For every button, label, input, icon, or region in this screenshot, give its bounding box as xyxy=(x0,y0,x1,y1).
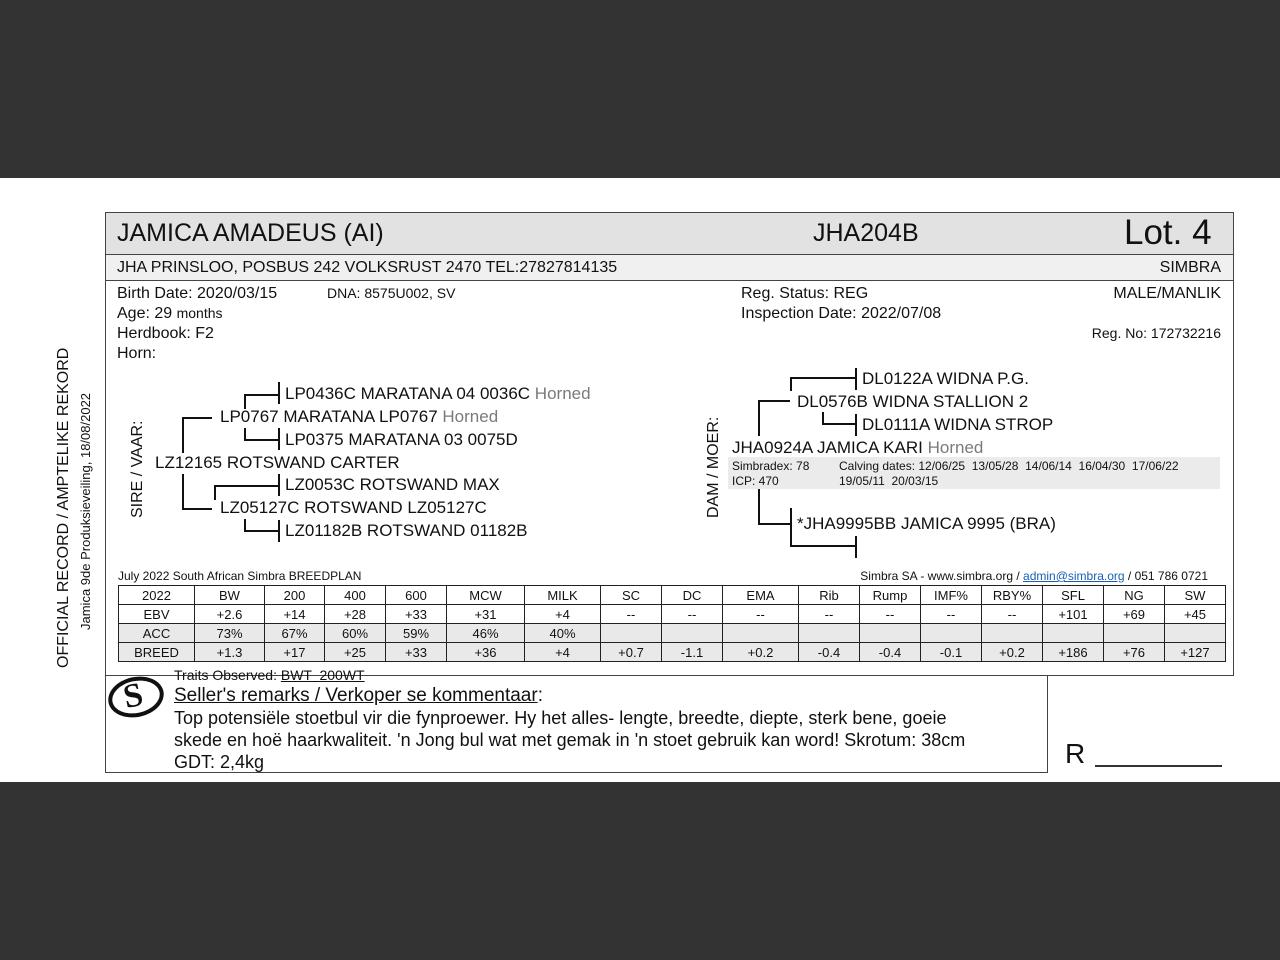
ebv-cell: -- xyxy=(982,605,1043,624)
sire-mother-dam: LZ01182B ROTSWAND 01182B xyxy=(285,521,528,540)
ebv-cell: -- xyxy=(601,605,662,624)
remarks-line-1: Top potensiële stoetbul vir die fynproewer. Hy het alles- lengte, breedte, diepte, sterk bene, goeie xyxy=(174,708,947,728)
traits-label: Traits Observed: xyxy=(174,667,277,683)
dam-name-text: JHA0924A JAMICA KARI xyxy=(732,438,923,457)
ebv-cell xyxy=(799,624,860,643)
owner-address: JHA PRINSLOO, POSBUS 242 VOLKSRUST 2470 TEL:27827814135 xyxy=(117,259,618,276)
lot-number: Lot. 4 xyxy=(1124,213,1212,252)
ebv-cell: 40% xyxy=(525,624,601,643)
ebv-cell: +17 xyxy=(265,643,325,662)
contact-site: Simbra SA - www.simbra.org / xyxy=(860,569,1024,583)
dam-calving-dates-cont: 19/05/11 20/03/15 xyxy=(839,474,939,488)
ebv-header-cell: 400 xyxy=(325,586,386,605)
price-frame xyxy=(1046,675,1234,678)
inspection-date: Inspection Date: 2022/07/08 xyxy=(741,305,942,322)
ebv-cell: -0.1 xyxy=(921,643,982,662)
dam-status: Horned xyxy=(927,438,984,457)
ebv-cell: 73% xyxy=(195,624,265,643)
contact-email-link[interactable]: admin@simbra.org xyxy=(1023,569,1125,583)
breedplan-title: July 2022 South African Simbra BREEDPLAN xyxy=(118,569,362,583)
ebv-cell xyxy=(723,624,799,643)
ebv-cell: +127 xyxy=(1165,643,1226,662)
dam-icp: ICP: 470 xyxy=(732,474,779,488)
remarks-heading-text: Seller's remarks / Verkoper se kommentaar xyxy=(174,685,538,706)
ebv-cell: EBV xyxy=(119,605,195,624)
ebv-header-cell: MILK xyxy=(525,586,601,605)
ebv-header-cell: 200 xyxy=(265,586,325,605)
ebv-cell: BREED xyxy=(119,643,195,662)
sire-father-sire-name: LP0436C MARATANA 04 0036C xyxy=(285,384,531,403)
ebv-table xyxy=(118,585,1226,662)
ebv-cell: +0.7 xyxy=(601,643,662,662)
dam-calving-dates: Calving dates: 12/06/25 13/05/28 14/06/14 16/04/30 17/06/22 xyxy=(839,459,1179,473)
ebv-header-cell: MCW xyxy=(447,586,525,605)
ebv-cell: 46% xyxy=(447,624,525,643)
remarks-heading xyxy=(174,685,543,707)
dam-name xyxy=(732,438,983,458)
ebv-cell xyxy=(1104,624,1165,643)
price-label: R xyxy=(1065,738,1086,769)
ebv-cell: -0.4 xyxy=(799,643,860,662)
ebv-cell: -1.1 xyxy=(662,643,723,662)
ebv-header-cell: Rib xyxy=(799,586,860,605)
ebv-cell xyxy=(921,624,982,643)
ebv-cell xyxy=(601,624,662,643)
ebv-header-cell: Rump xyxy=(860,586,921,605)
ebv-cell: +4 xyxy=(525,643,601,662)
animal-name: JAMICA AMADEUS (AI) xyxy=(117,219,384,247)
horn: Horn: xyxy=(117,345,157,362)
lot-card xyxy=(0,178,1280,782)
remarks-heading-colon: : xyxy=(537,685,543,706)
sex: MALE/MANLIK xyxy=(1113,285,1221,302)
ebv-cell xyxy=(1043,624,1104,643)
official-record-label: OFFICIAL RECORD / AMPTELIKE REKORD xyxy=(55,347,72,668)
ebv-header-cell: IMF% xyxy=(921,586,982,605)
dam-father-sire: DL0122A WIDNA P.G. xyxy=(862,369,1029,388)
age-value: Age: 29 xyxy=(117,305,173,322)
ebv-header-cell: 600 xyxy=(386,586,447,605)
ebv-header-cell: NG xyxy=(1104,586,1165,605)
sire-mother-sire: LZ0053C ROTSWAND MAX xyxy=(285,475,500,494)
ebv-cell: -0.4 xyxy=(860,643,921,662)
dna: DNA: 8575U002, SV xyxy=(327,285,456,301)
sire-father-name: LP0767 MARATANA LP0767 xyxy=(220,407,438,426)
breed-name: SIMBRA xyxy=(1159,259,1221,276)
sire-name: LZ12165 ROTSWAND CARTER xyxy=(155,453,400,472)
ebv-cell: +25 xyxy=(325,643,386,662)
ebv-cell: +186 xyxy=(1043,643,1104,662)
sire-label: SIRE / VAAR: xyxy=(129,420,146,518)
sire-father-dam: LP0375 MARATANA 03 0075D xyxy=(285,430,518,449)
ebv-cell: +31 xyxy=(447,605,525,624)
ebv-header-cell: SFL xyxy=(1043,586,1104,605)
ebv-cell: +0.2 xyxy=(982,643,1043,662)
simbra-logo-letter: S xyxy=(120,675,147,717)
dam-father: DL0576B WIDNA STALLION 2 xyxy=(797,392,1029,411)
ebv-cell: +28 xyxy=(325,605,386,624)
ebv-cell: +76 xyxy=(1104,643,1165,662)
ebv-row-breed xyxy=(119,643,1226,662)
ebv-header-cell: EMA xyxy=(723,586,799,605)
ebv-cell: ACC xyxy=(119,624,195,643)
sire-father-status: Horned xyxy=(442,407,499,426)
sire-father-sire-status: Horned xyxy=(534,384,591,403)
ebv-header-cell: BW xyxy=(195,586,265,605)
ebv-cell: 59% xyxy=(386,624,447,643)
ebv-cell xyxy=(982,624,1043,643)
ebv-cell: -- xyxy=(921,605,982,624)
ebv-cell: +14 xyxy=(265,605,325,624)
age xyxy=(117,305,223,323)
breedplan-contact xyxy=(860,569,1208,583)
ebv-cell xyxy=(860,624,921,643)
ebv-header-cell: 2022 xyxy=(119,586,195,605)
herdbook: Herdbook: F2 xyxy=(117,325,214,342)
traits-value: BWT 200WT xyxy=(280,667,365,683)
ebv-cell: +1.3 xyxy=(195,643,265,662)
ebv-row-acc xyxy=(119,624,1226,643)
animal-code: JHA204B xyxy=(813,219,919,247)
ebv-cell: -- xyxy=(799,605,860,624)
ebv-cell: -- xyxy=(662,605,723,624)
sire-father-sire xyxy=(285,384,591,404)
ebv-cell: +101 xyxy=(1043,605,1104,624)
ebv-cell: +4 xyxy=(525,605,601,624)
ebv-cell: 60% xyxy=(325,624,386,643)
ebv-cell: +36 xyxy=(447,643,525,662)
ebv-header-cell: RBY% xyxy=(982,586,1043,605)
reg-no: Reg. No: 172732216 xyxy=(1091,325,1221,341)
dam-father-dam: DL0111A WIDNA STROP xyxy=(862,415,1054,434)
ebv-cell: +69 xyxy=(1104,605,1165,624)
remarks-line-2: skede en hoë haarkwaliteit. 'n Jong bul wat met gemak in 'n stoet gebruik kan word! Skrotum: 38cm xyxy=(174,730,966,750)
ebv-cell: +0.2 xyxy=(723,643,799,662)
remarks-line-3: GDT: 2,4kg xyxy=(174,752,265,772)
ebv-cell: -- xyxy=(723,605,799,624)
dam-simbradex: Simbradex: 78 xyxy=(732,459,810,473)
sire-father xyxy=(220,407,498,427)
traits-observed xyxy=(174,667,365,683)
sire-mother: LZ05127C ROTSWAND LZ05127C xyxy=(220,498,487,517)
ebv-header-row xyxy=(119,586,1226,605)
ebv-cell: +33 xyxy=(386,605,447,624)
ebv-header-cell: SW xyxy=(1165,586,1226,605)
ebv-cell xyxy=(1165,624,1226,643)
dam-label: DAM / MOER: xyxy=(705,416,722,518)
ebv-header-cell: SC xyxy=(601,586,662,605)
dam-mother: *JHA9995BB JAMICA 9995 (BRA) xyxy=(797,514,1056,533)
contact-phone: / 051 786 0721 xyxy=(1124,569,1208,583)
ebv-row-ebv xyxy=(119,605,1226,624)
ebv-header-cell: DC xyxy=(662,586,723,605)
ebv-cell: +45 xyxy=(1165,605,1226,624)
age-unit: months xyxy=(176,305,223,321)
ebv-cell: -- xyxy=(860,605,921,624)
price-input-line[interactable] xyxy=(1095,765,1222,767)
ebv-cell: +2.6 xyxy=(195,605,265,624)
ebv-cell: +33 xyxy=(386,643,447,662)
birth-date: Birth Date: 2020/03/15 xyxy=(117,285,278,302)
reg-status: Reg. Status: REG xyxy=(741,285,869,302)
ebv-cell: 67% xyxy=(265,624,325,643)
ebv-cell xyxy=(662,624,723,643)
sale-name-label: Jamica 9de Produksieveiling, 18/08/2022 xyxy=(78,392,93,630)
